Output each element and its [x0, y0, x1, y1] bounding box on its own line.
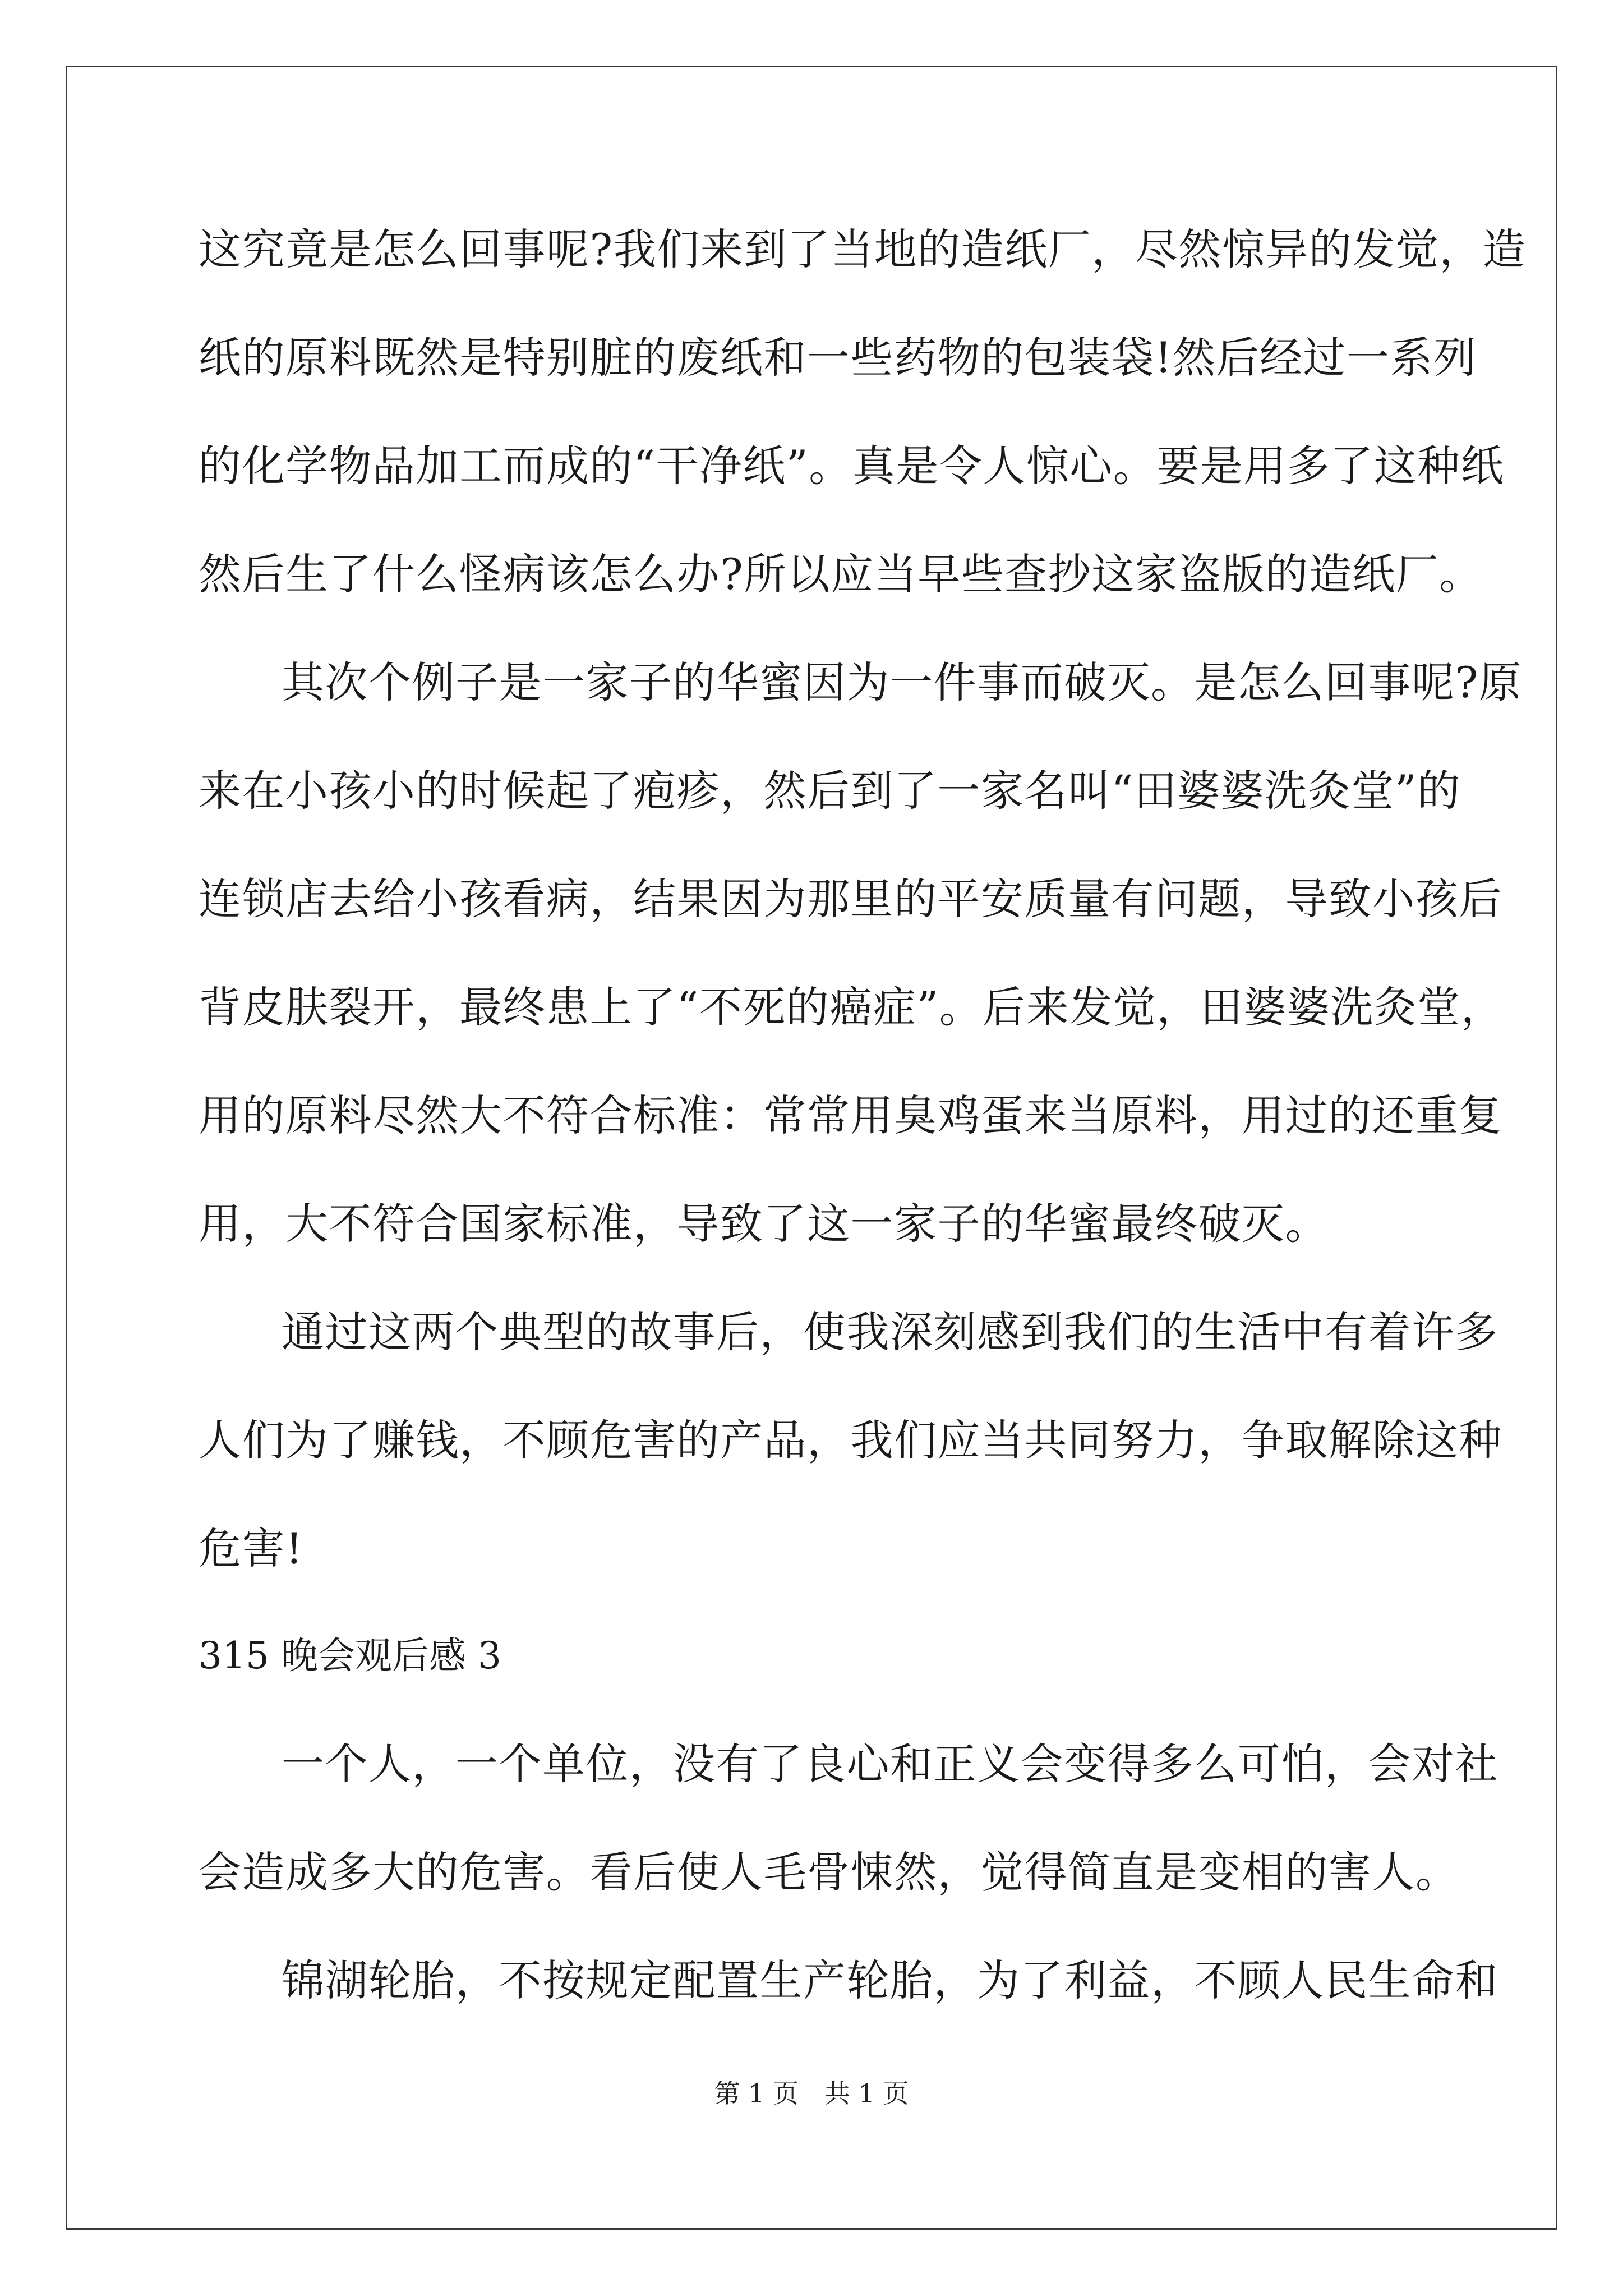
text-line-4: 然后生了什么怪病该怎么办?所以应当早些查抄这家盗版的造纸厂。 [199, 549, 1483, 599]
paragraph-start-line-17: 锦湖轮胎，不按规定配置生产轮胎，为了利益，不顾人民生命和 [282, 1955, 1498, 2005]
paragraph-start-line-15: 一个人，一个单位，没有了良心和正义会变得多么可怕，会对社 [282, 1739, 1498, 1789]
text-line-12: 人们为了赚钱，不顾危害的产品，我们应当共同努力，争取解除这种 [199, 1415, 1502, 1465]
text-line-8: 背皮肤裂开，最终患上了“不死的癌症”。后来发觉，田婆婆洗灸堂， [199, 982, 1505, 1032]
page-footer: 第 1 页 共 1 页 [714, 2078, 909, 2109]
section-heading: 315 晚会观后感 3 [199, 1634, 501, 1677]
text-line-6: 来在小孩小的时候起了疱疹，然后到了一家名叫“田婆婆洗灸堂”的 [199, 766, 1461, 816]
paragraph-start-line-11: 通过这两个典型的故事后，使我深刻感到我们的生活中有着许多 [282, 1307, 1498, 1357]
text-line-2: 纸的原料既然是特别脏的废纸和一些药物的包装袋!然后经过一系列 [199, 333, 1477, 383]
text-line-9: 用的原料尽然大不符合标准：常常用臭鸡蛋来当原料，用过的还重复 [199, 1091, 1502, 1140]
page-border [66, 66, 1557, 2230]
text-line-13: 危害! [199, 1524, 304, 1573]
text-line-7: 连锁店去给小孩看病，结果因为那里的平安质量有问题，导致小孩后 [199, 874, 1502, 924]
paragraph-start-line-5: 其次个例子是一家子的华蜜因为一件事而破灭。是怎么回事呢?原 [282, 657, 1523, 707]
text-line-1: 这究竟是怎么回事呢?我们来到了当地的造纸厂，尽然惊异的发觉，造 [199, 224, 1527, 274]
text-line-10: 用，大不符合国家标准，导致了这一家子的华蜜最终破灭。 [199, 1199, 1329, 1249]
text-line-16: 会造成多大的危害。看后使人毛骨悚然，觉得简直是变相的害人。 [199, 1847, 1459, 1897]
text-line-3: 的化学物品加工而成的“干净纸”。真是令人惊心。要是用多了这种纸 [199, 441, 1505, 491]
